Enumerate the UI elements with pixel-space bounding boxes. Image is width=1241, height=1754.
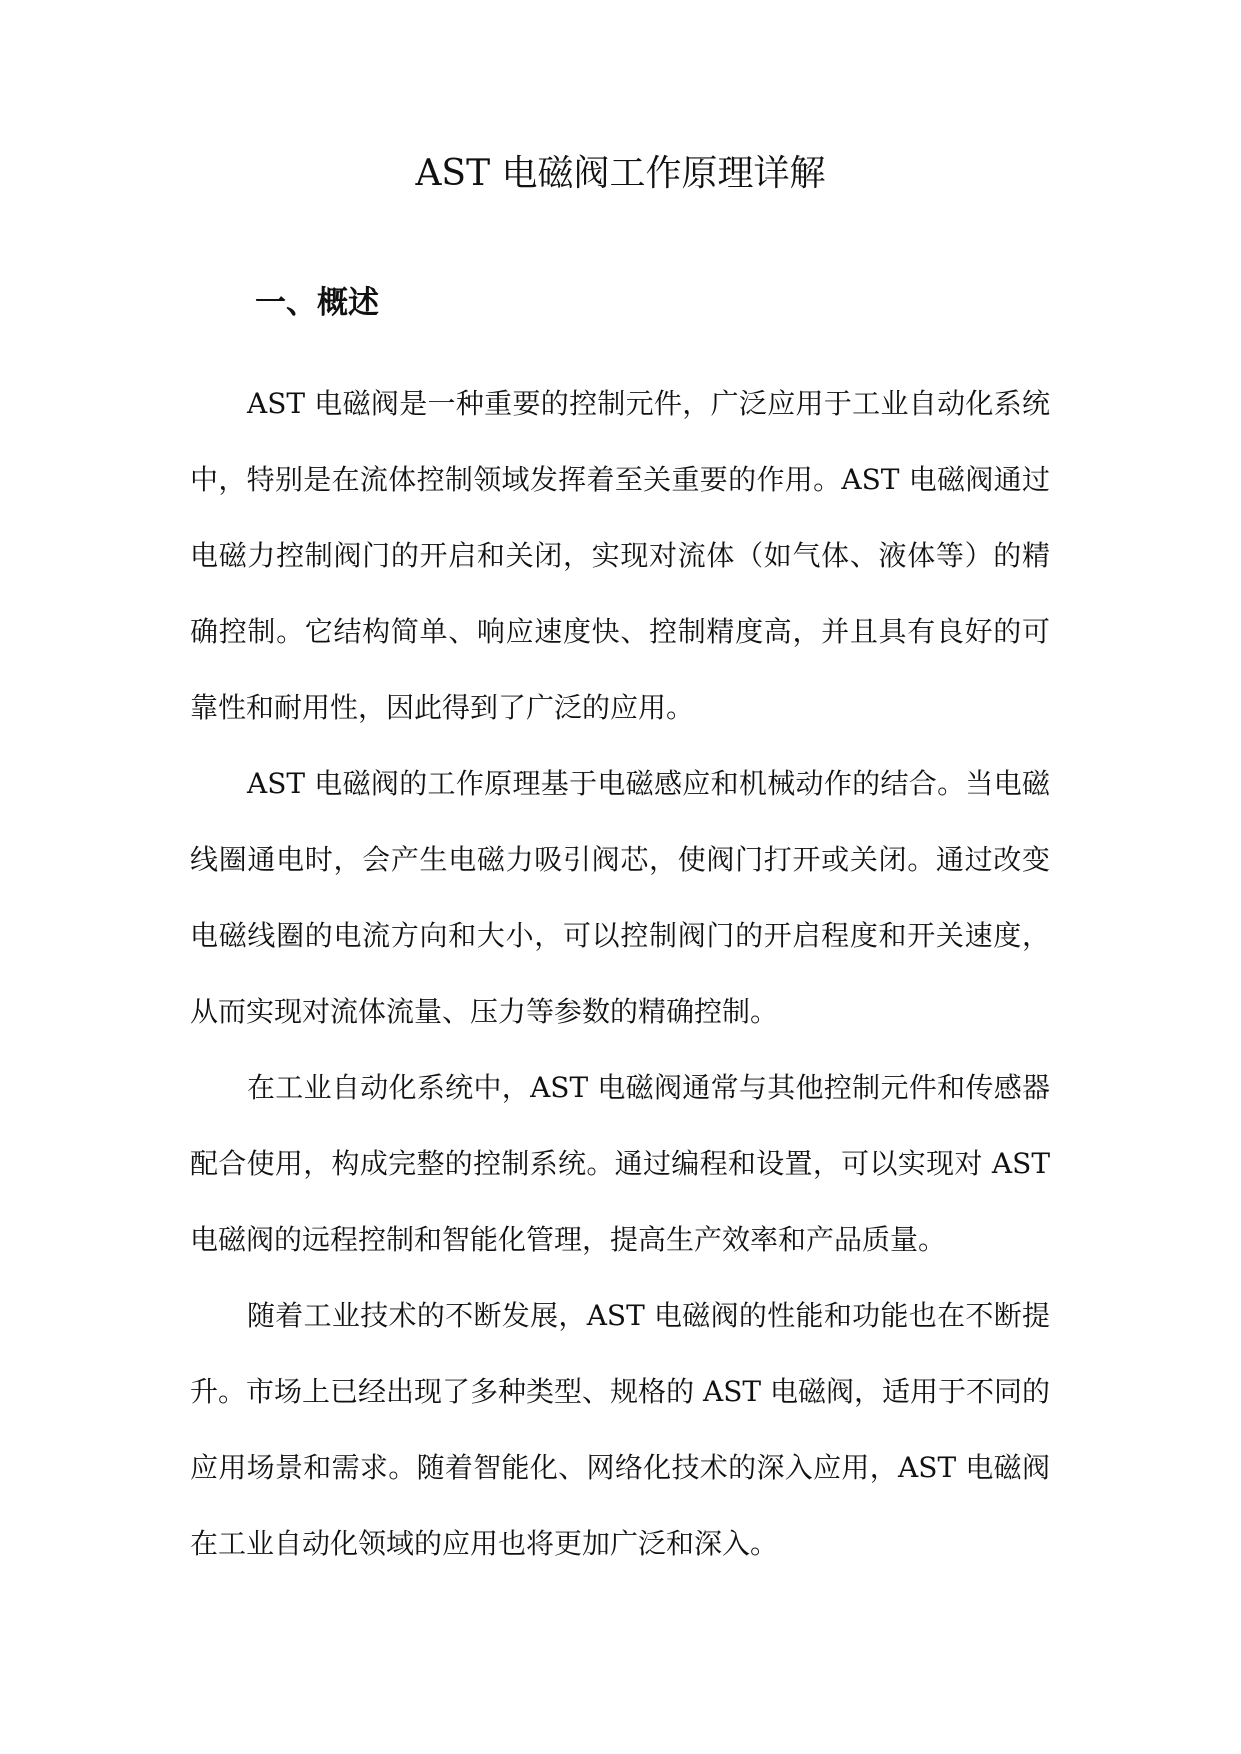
body-text bbox=[190, 366, 1050, 1582]
section-heading-overview: 一、概述 bbox=[255, 285, 379, 321]
paragraph: AST 电磁阀的工作原理基于电磁感应和机械动作的结合。当电磁线圈通电时，会产生电磁力吸引阀芯，使阀门打开或关闭。通过改变电磁线圈的电流方向和大小，可以控制阀门的开启程度和开关速度，从而实现对流体流量、压力等参数的精确控制。 bbox=[190, 767, 1050, 1028]
paragraph: 随着工业技术的不断发展，AST 电磁阀的性能和功能也在不断提升。市场上已经出现了多种类型、规格的 AST 电磁阀，适用于不同的应用场景和需求。随着智能化、网络化技术的深入应用，AST 电磁阀在工业自动化领域的应用也将更加广泛和深入。 bbox=[190, 1299, 1050, 1560]
paragraph: 在工业自动化系统中，AST 电磁阀通常与其他控制元件和传感器配合使用，构成完整的控制系统。通过编程和设置，可以实现对 AST 电磁阀的远程控制和智能化管理，提高生产效率和产品质量。 bbox=[190, 1071, 1050, 1256]
document-title: AST 电磁阀工作原理详解 bbox=[415, 153, 826, 194]
paragraph: AST 电磁阀是一种重要的控制元件，广泛应用于工业自动化系统中，特别是在流体控制领域发挥着至关重要的作用。AST 电磁阀通过电磁力控制阀门的开启和关闭，实现对流体（如气体、液体等）的精确控制。它结构简单、响应速度快、控制精度高，并且具有良好的可靠性和耐用性，因此得到了广泛的应用。 bbox=[190, 387, 1050, 724]
